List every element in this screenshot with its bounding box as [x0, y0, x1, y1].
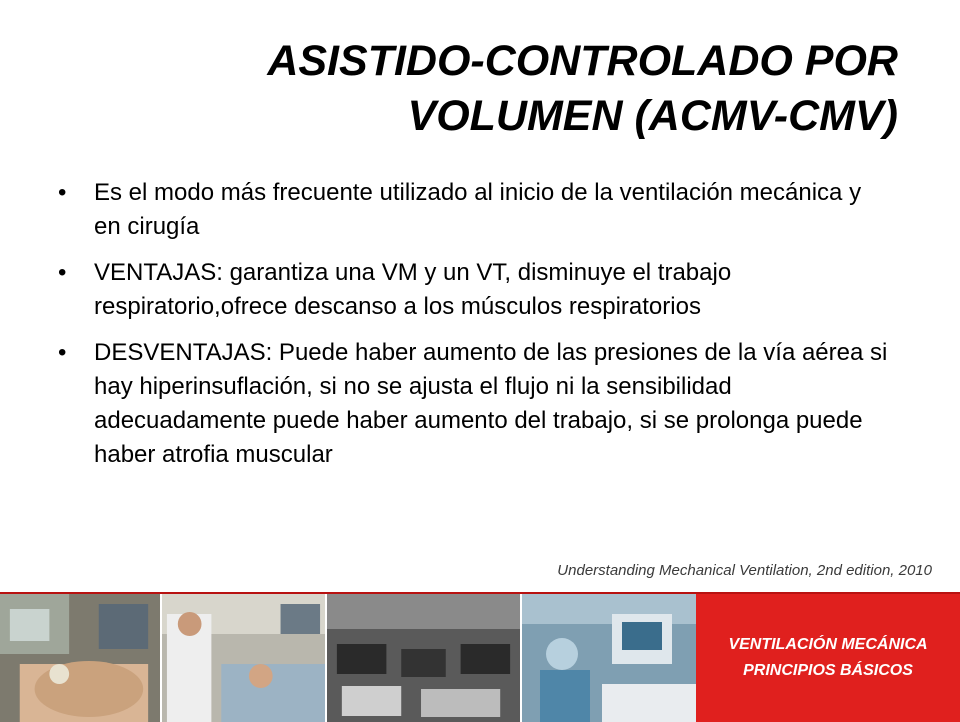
bullet-list — [58, 176, 888, 484]
surgery-ventilator-photo — [522, 594, 696, 722]
bullet-item — [58, 256, 888, 324]
footer-banner — [0, 592, 960, 722]
iron-lung-ward-photo — [327, 594, 522, 722]
footer-caption — [696, 594, 960, 722]
icu-patient-photo — [0, 594, 162, 722]
slide-title — [138, 34, 898, 144]
bullet-text: VENTAJAS: garantiza una VM y un VT, disminuye el trabajo respiratorio,ofrece descanso a los músculos respiratorios — [94, 259, 732, 320]
bullet-marker: • — [58, 259, 67, 286]
bullet-item — [58, 176, 888, 244]
nurse-patient-photo — [162, 594, 327, 722]
slide-title-line1: ASISTIDO-CONTROLADO POR — [267, 37, 898, 85]
bullet-marker: • — [58, 179, 67, 206]
bullet-text: Es el modo más frecuente utilizado al inicio de la ventilación mecánica y en cirugía — [94, 179, 862, 240]
bullet-marker: • — [58, 339, 67, 366]
footer-line1: VENTILACIÓN MECÁNICA — [728, 636, 928, 653]
citation: Understanding Mechanical Ventilation, 2nd edition, 2010 — [557, 562, 932, 579]
footer-line2: PRINCIPIOS BÁSICOS — [743, 662, 913, 679]
slide-title-line2: VOLUMEN (ACMV-CMV) — [407, 92, 898, 140]
photo-strip — [0, 594, 696, 722]
bullet-item — [58, 336, 888, 472]
bullet-text: DESVENTAJAS: Puede haber aumento de las presiones de la vía aérea si hay hiperinsuflación, si no se ajusta el flujo ni la sensibilidad adecuadamente puede haber aumento del trabajo, si se prolonga puede haber atrofia muscular — [94, 339, 888, 468]
